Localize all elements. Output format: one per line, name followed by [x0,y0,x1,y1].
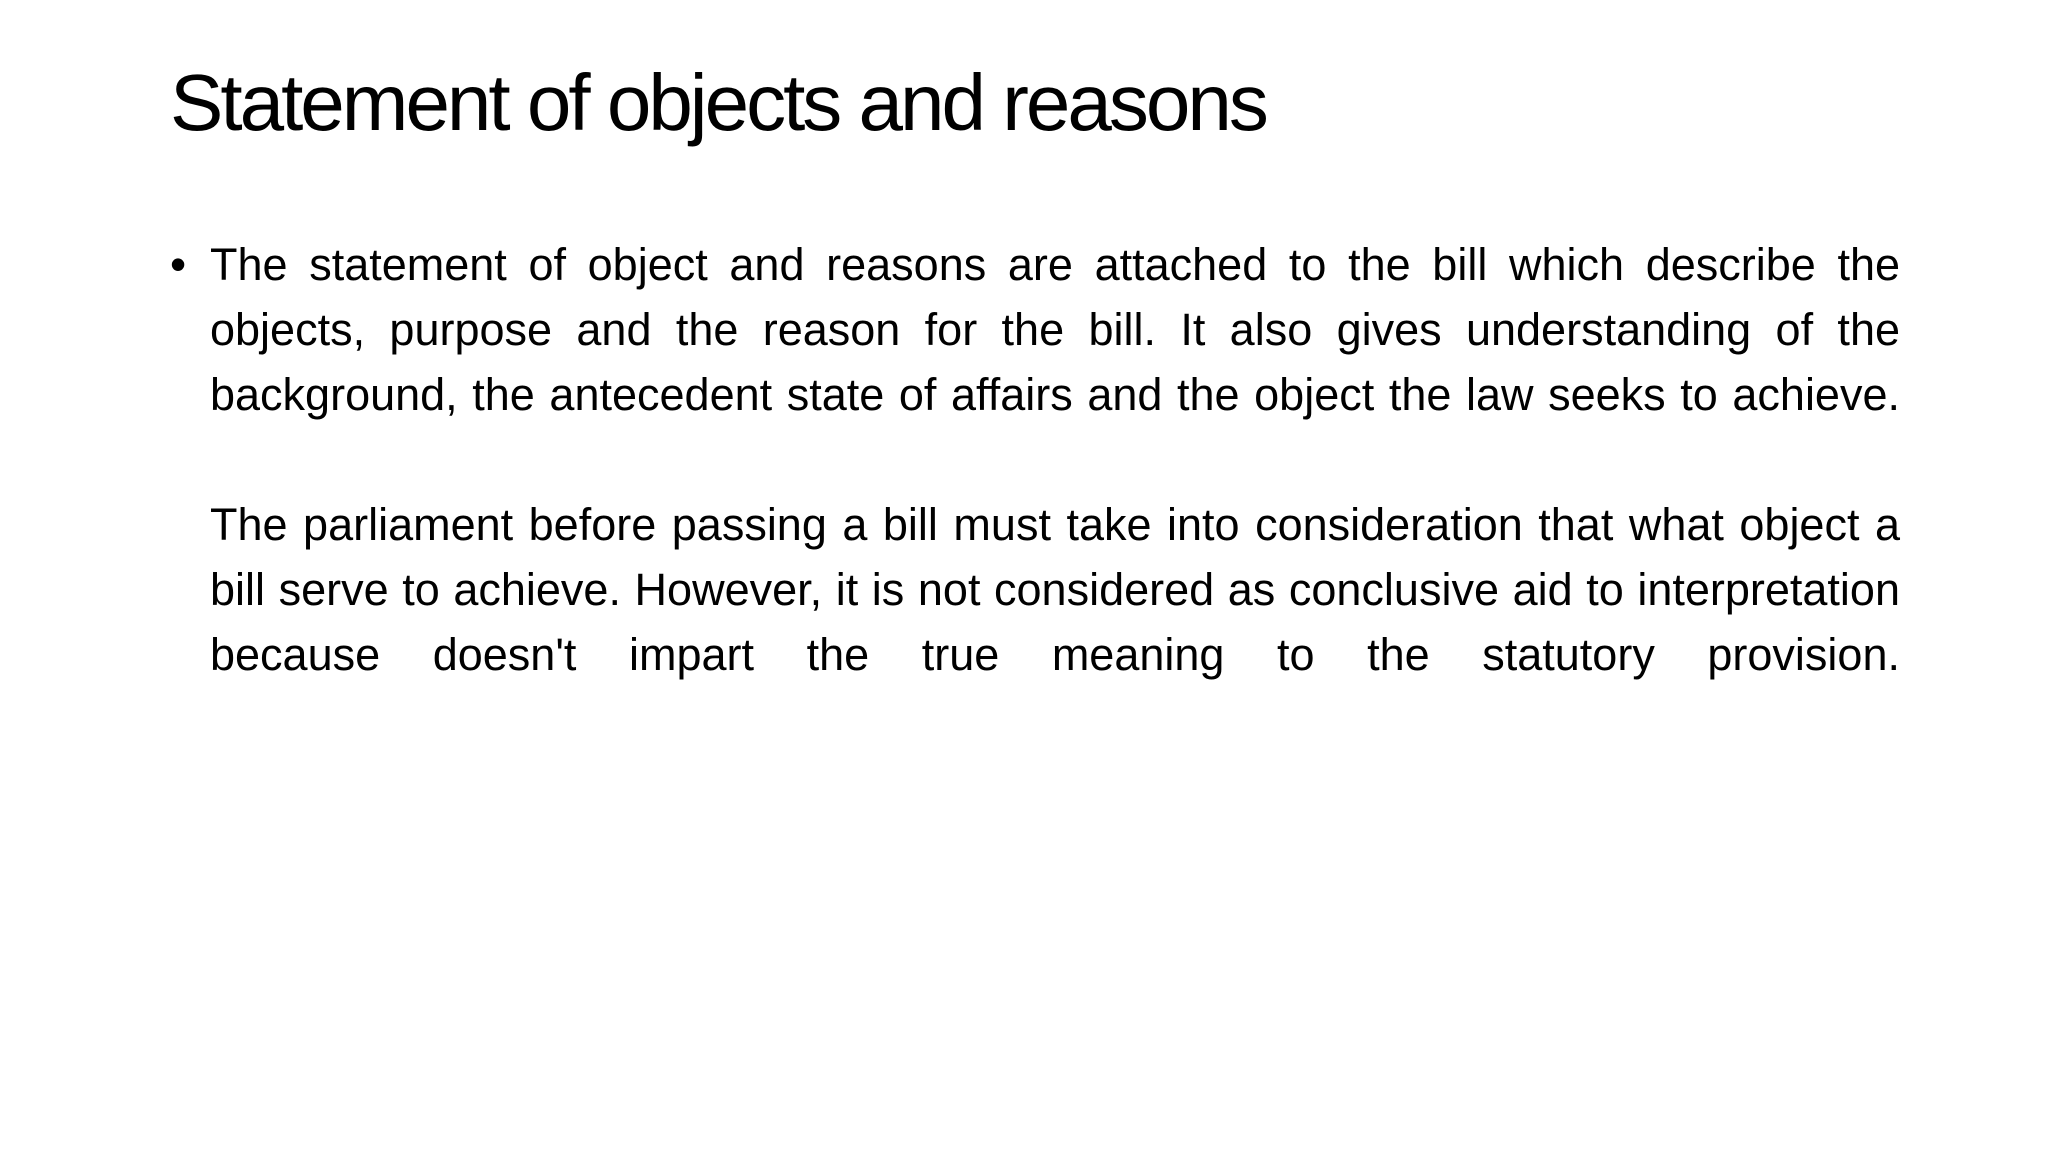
paragraph-object-and-reasons: The statement of object and reasons are attached to the bill which describe the objects, purpose and the reason for the bill. It also gives understanding of the background, the antecedent state of affairs and the object the law seeks to achieve. [210,239,1900,420]
bullet-item [170,232,1900,687]
paragraph-spacer [210,427,1900,492]
slide-title: Statement of objects and reasons [170,58,1266,147]
bullet-icon: • [170,238,187,290]
bullet-list [170,232,1900,687]
paragraph-parliament: The parliament before passing a bill must take into consideration that what object a bill serve to achieve. However, it is not considered as conclusive aid to interpretation because doesn't impart the true meaning to the statutory provision. [210,499,1900,680]
